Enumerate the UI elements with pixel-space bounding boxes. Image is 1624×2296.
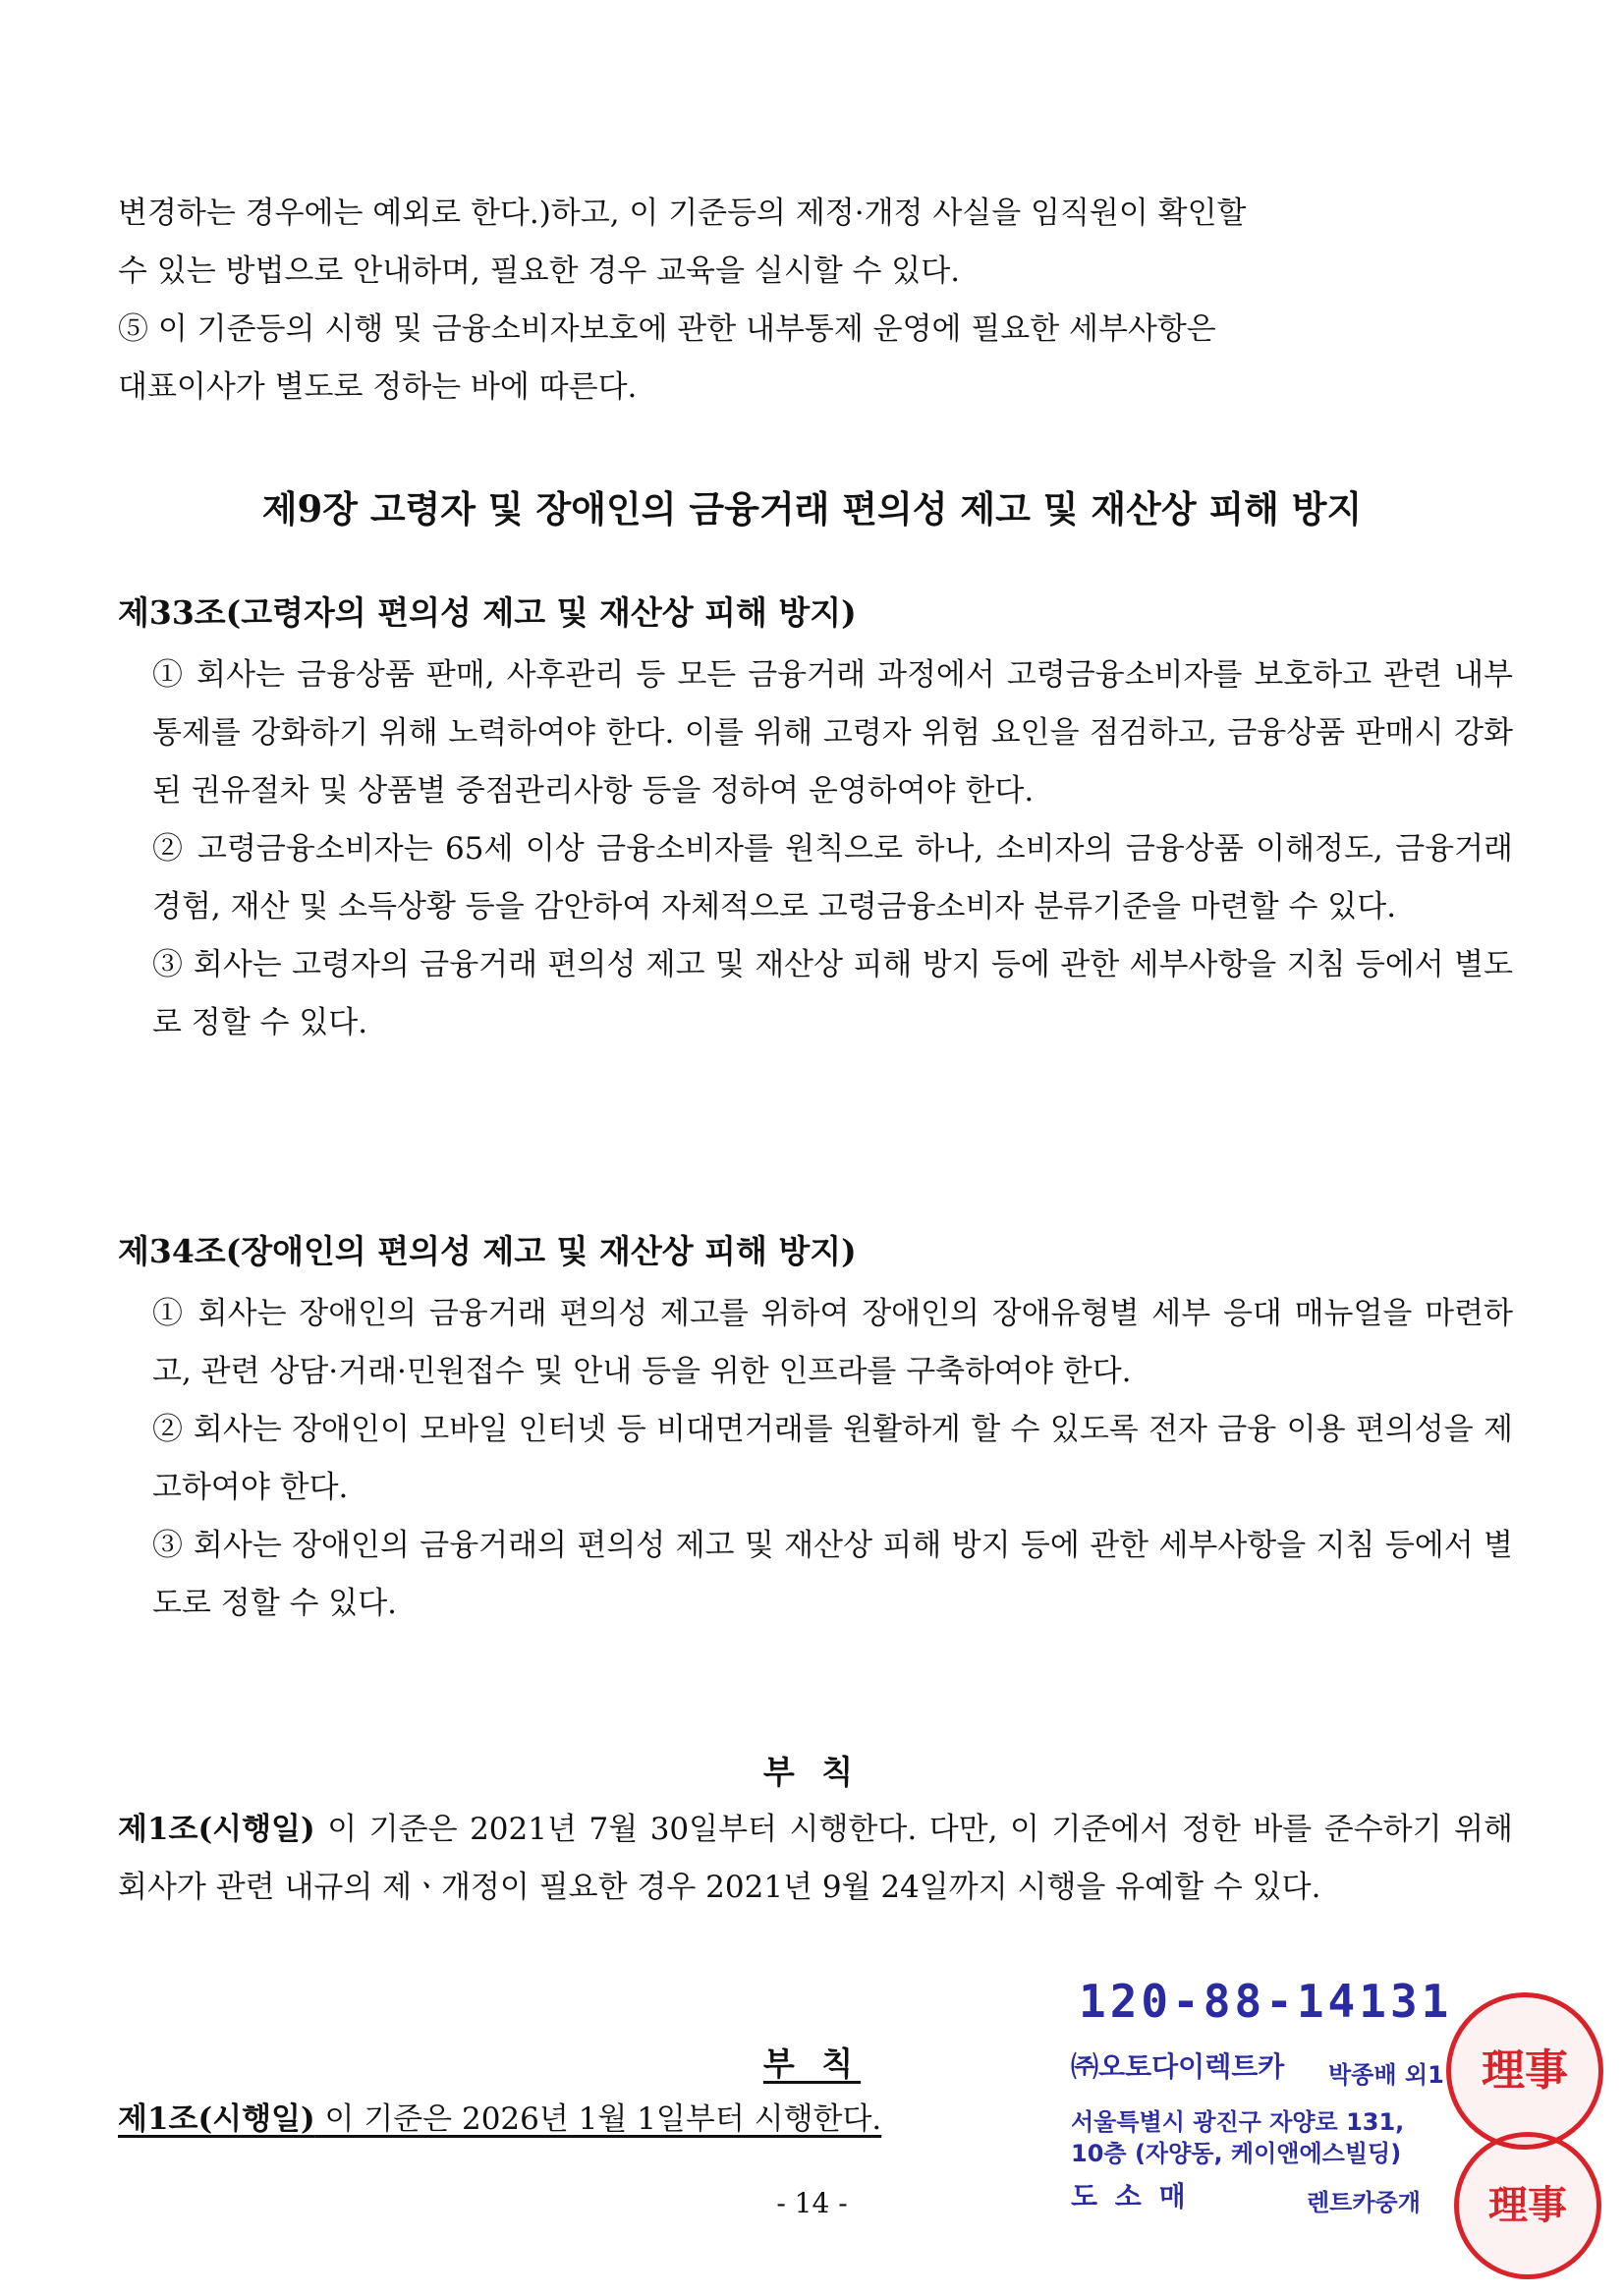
business-number: 120-88-14131 xyxy=(1079,1975,1453,2028)
text-line: 변경하는 경우에는 예외로 한다.)하고, 이 기준등의 제정·개정 사실을 임직원이 확인할 xyxy=(118,196,1247,231)
page-number: - 14 - xyxy=(776,2187,848,2219)
company-name: ㈜오토다이렉트카 xyxy=(1071,2050,1285,2083)
article-34-body xyxy=(152,1285,1513,1633)
business-category: 렌트카중개 xyxy=(1307,2189,1421,2216)
text-line: 대표이사가 별도로 정하는 바에 따른다. xyxy=(118,369,638,405)
list-item: ③ 회사는 고령자의 금융거래 편의성 제고 및 재산상 피해 방지 등에 관한 세부사항을 지침 등에서 별도로 정할 수 있다. xyxy=(152,947,1513,1040)
addendum-article-label: 제1조(시행일) xyxy=(118,1812,315,1847)
paragraph-continued xyxy=(118,185,1513,417)
article-33-title: 제33조(고령자의 편의성 제고 및 재산상 피해 방지) xyxy=(118,593,857,632)
company-stamp xyxy=(1061,1975,1611,2269)
list-item: ③ 회사는 장애인의 금융거래의 편의성 제고 및 재산상 피해 방지 등에 관한 세부사항을 지침 등에서 별도로 정할 수 있다. xyxy=(152,1528,1513,1621)
list-item: ② 회사는 장애인이 모바일 인터넷 등 비대면거래를 원활하게 할 수 있도록 전자 금융 이용 편의성을 제고하여야 한다. xyxy=(152,1412,1513,1505)
addendum-2-body xyxy=(118,2091,1041,2149)
addendum-1-body xyxy=(118,1801,1513,1917)
address-line: 10층 (자양동, 케이앤에스빌딩) xyxy=(1071,2140,1402,2167)
seal-icon: 理事 xyxy=(1446,1992,1603,2150)
representative-name: 박종배 외1 xyxy=(1328,2061,1444,2089)
addendum-heading: 부 칙 xyxy=(762,1753,862,1791)
addendum-article-label: 제1조(시행일) xyxy=(118,2101,315,2137)
address-line: 서울특별시 광진구 자양로 131, xyxy=(1071,2108,1405,2136)
list-item: ① 회사는 금융상품 판매, 사후관리 등 모든 금융거래 과정에서 고령금융소비자를 보호하고 관련 내부통제를 강화하기 위해 노력하여야 한다. 이를 위해 고령자 위험 요인을 점검하고, 금융상품 판매시 강화된 권유절차 및 상품별 중점관리사항 등을 정하여 운영하여야 한다. xyxy=(152,657,1513,809)
addendum-article-text: 이 기준은 2021년 7월 30일부터 시행한다. 다만, 이 기준에서 정한 바를 준수하기 위해 회사가 관련 내규의 제ㆍ개정이 필요한 경우 2021년 9월 24일까지 시행을 유예할 수 있다. xyxy=(118,1812,1513,1905)
list-item: ① 회사는 장애인의 금융거래 편의성 제고를 위하여 장애인의 장애유형별 세부 응대 매뉴얼을 마련하고, 관련 상담·거래·민원접수 및 안내 등을 위한 인프라를 구축하여야 한다. xyxy=(152,1296,1513,1389)
list-item: ⑤ 이 기준등의 시행 및 금융소비자보호에 관한 내부통제 운영에 필요한 세부사항은 xyxy=(118,311,1216,347)
article-34-title: 제34조(장애인의 편의성 제고 및 재산상 피해 방지) xyxy=(118,1232,857,1270)
business-category: 도 소 매 xyxy=(1071,2180,1190,2212)
list-item: ② 고령금융소비자는 65세 이상 금융소비자를 원칙으로 하나, 소비자의 금융상품 이해정도, 금융거래 경험, 재산 및 소득상황 등을 감안하여 자체적으로 고령금융소비자 분류기준을 마련할 수 있다. xyxy=(152,831,1513,924)
addendum-heading: 부 칙 xyxy=(762,2044,862,2083)
addendum-article-text: 이 기준은 2026년 1월 1일부터 시행한다. xyxy=(314,2101,882,2137)
article-33-body xyxy=(152,646,1513,1052)
chapter-title: 제9장 고령자 및 장애인의 금융거래 편의성 제고 및 재산상 피해 방지 xyxy=(261,487,1363,531)
seal-icon: 理事 xyxy=(1454,2132,1601,2279)
text-line: 수 있는 방법으로 안내하며, 필요한 경우 교육을 실시할 수 있다. xyxy=(118,253,961,289)
